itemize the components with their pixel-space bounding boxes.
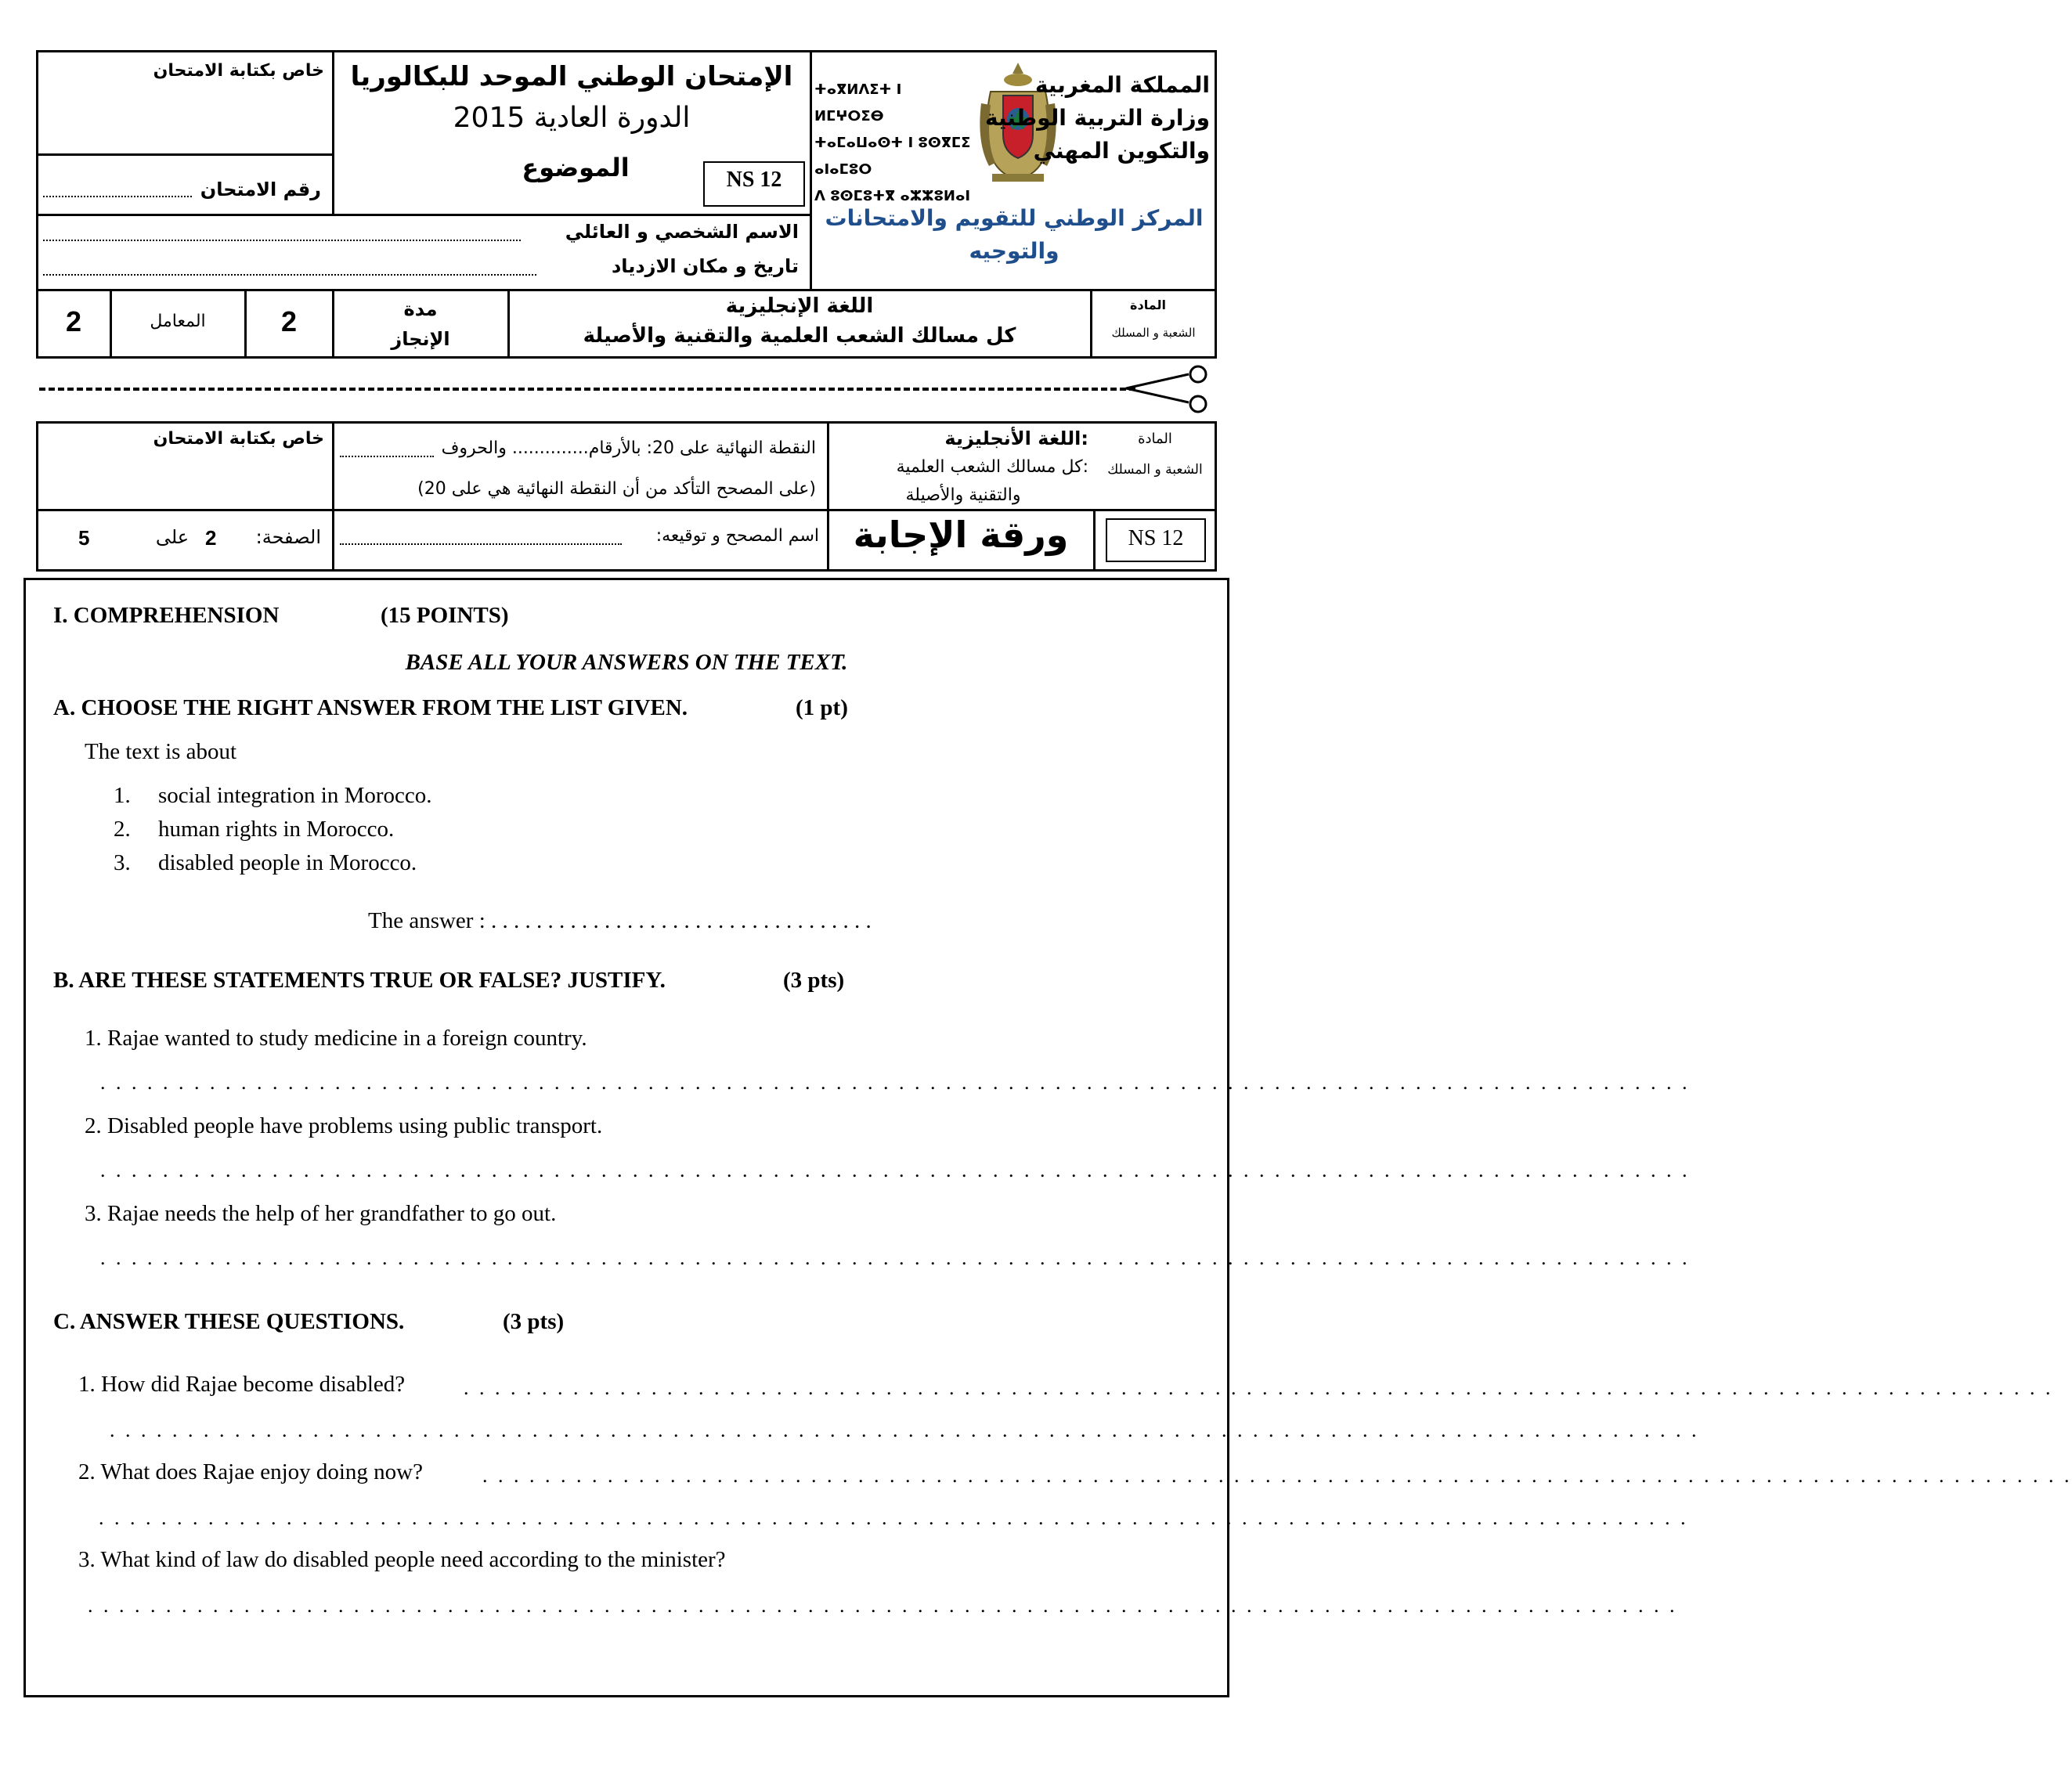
question-1: 1. How did Rajae become disabled?	[78, 1372, 406, 1397]
partB-title: B. ARE THESE STATEMENTS TRUE OR FALSE? JUSTIFY.	[53, 968, 666, 993]
kingdom-ar: المملكة المغربية وزارة التربية الوطنية والتكوين المهني	[984, 72, 1210, 164]
coefficient-value: 2	[65, 305, 82, 337]
answer-line-2a[interactable]: . . . . . . . . . . . . . . . . . . . . . . . . . . . . . . . . . . . . . . . . . . . . . . . . . . . . . . . . . . . . . . . . . . . . . . . . . . . . . . . . . . . . . . . . . . . . . . . . . . . . . .	[482, 1464, 2072, 1487]
kingdom-tifinagh: ⵜⴰⴳⵍⴷⵉⵜ ⵏ ⵍⵎⵖⵔⵉⴱ ⵜⴰⵎⴰⵡⴰⵙⵜ ⵏ ⵓⵙⴳⵎⵉ ⴰⵏⴰⵎⵓⵔ ⴷ ⵓⵙⵎⵓⵜⴳ ⴰⵣⵣⵓⵍⴰⵏ	[814, 81, 971, 204]
header-divider	[36, 214, 811, 216]
page-current: 2	[205, 526, 217, 550]
justify-line-1[interactable]: . . . . . . . . . . . . . . . . . . . . . . . . . . . . . . . . . . . . . . . . . . . . . . . . . . . . . . . . . . . . . . . . . . . . . . . . . . . . . . . . . . . . . . . . . . . . . . . . . . . . . .	[100, 1071, 1690, 1094]
row-divider	[1090, 291, 1092, 359]
reserved-label: خاص بكتابة الامتحان	[153, 61, 324, 81]
partC-title: C. ANSWER THESE QUESTIONS.	[53, 1309, 405, 1334]
partA-prompt: The text is about	[85, 739, 237, 764]
subject-label-2: المادة	[1138, 431, 1172, 447]
statement-2: 2. Disabled people have problems using public transport.	[85, 1113, 603, 1138]
page-of: على	[155, 526, 190, 548]
answer-line-2b[interactable]: . . . . . . . . . . . . . . . . . . . . . . . . . . . . . . . . . . . . . . . . . . . . . . . . . . . . . . . . . . . . . . . . . . . . . . . . . . . . . . . . . . . . . . . . . . . . . . . . . . . . . .	[99, 1506, 1688, 1529]
justify-line-2[interactable]: . . . . . . . . . . . . . . . . . . . . . . . . . . . . . . . . . . . . . . . . . . . . . . . . . . . . . . . . . . . . . . . . . . . . . . . . . . . . . . . . . . . . . . . . . . . . . . . . . . . . . .	[100, 1159, 1690, 1181]
session: الدورة العادية 2015	[453, 102, 691, 134]
name-field[interactable]	[43, 240, 521, 241]
partA-points: (1 pt)	[796, 695, 848, 720]
partC-points: (3 pts)	[503, 1309, 565, 1334]
option-text: social integration in Morocco.	[158, 783, 432, 808]
answer-divider	[1093, 510, 1096, 572]
exam-number-label: رقم الامتحان	[200, 179, 321, 200]
instruction: BASE ALL YOUR ANSWERS ON THE TEXT.	[405, 650, 848, 675]
subject-label: المادة	[1130, 298, 1166, 312]
header-divider	[36, 153, 334, 156]
duration-value: 2	[280, 305, 298, 337]
center-name: المركز الوطني للتقويم والامتحانات والتوجيه	[825, 205, 1204, 264]
partA-title: A. CHOOSE THE RIGHT ANSWER FROM THE LIST GIVEN.	[53, 695, 688, 720]
stream-label: الشعبة و المسلك	[1111, 326, 1196, 340]
answer-divider	[332, 421, 334, 572]
option-num: 3.	[114, 850, 131, 875]
streams: كل مسالك الشعب العلمية والتقنية والأصيلة	[583, 324, 1016, 348]
stream-value-2: :كل مسالك الشعب العلمية	[896, 457, 1088, 477]
code-text: NS 12	[726, 168, 782, 192]
cut-line	[39, 388, 1135, 391]
page-label: الصفحة:	[255, 526, 321, 548]
answer-sheet-title: ورقة الإجابة	[853, 514, 1069, 556]
option-text: human rights in Morocco.	[158, 817, 395, 842]
birth-label: تاريخ و مكان الازدياد	[611, 255, 799, 277]
name-label: الاسم الشخصي و العائلي	[565, 221, 799, 243]
answer-line-1a[interactable]: . . . . . . . . . . . . . . . . . . . . . . . . . . . . . . . . . . . . . . . . . . . . . . . . . . . . . . . . . . . . . . . . . . . . . . . . . . . . . . . . . . . . . . . . . . . . . . . . . . . . . .	[464, 1376, 2053, 1399]
question-2: 2. What does Rajae enjoy doing now?	[78, 1459, 423, 1484]
duration-label: مدة الإنجاز	[391, 298, 450, 350]
birth-field[interactable]	[43, 274, 536, 276]
stream-label-2: الشعبة و المسلك	[1107, 462, 1203, 478]
grade-note: (على المصحح التأكد من أن النقطة النهائية هي على 20)	[417, 479, 816, 499]
subject-word: الموضوع	[522, 153, 630, 182]
statement-3: 3. Rajae needs the help of her grandfather to go out.	[85, 1201, 557, 1226]
section-points: (15 POINTS)	[381, 603, 509, 628]
exam-title: الإمتحان الوطني الموحد للبكالوريا	[350, 61, 793, 92]
subject-name: اللغة الإنجليزية	[725, 294, 874, 318]
section-title: I. COMPREHENSION	[53, 603, 280, 628]
answer-divider	[827, 421, 829, 572]
header-divider	[810, 50, 812, 291]
answer-reserved-label: خاص بكتابة الامتحان	[153, 429, 324, 449]
page-total: 5	[78, 526, 90, 550]
answer-line-3[interactable]: . . . . . . . . . . . . . . . . . . . . . . . . . . . . . . . . . . . . . . . . . . . . . . . . . . . . . . . . . . . . . . . . . . . . . . . . . . . . . . . . . . . . . . . . . . . . . . . . . . . . . .	[88, 1594, 1677, 1617]
option-num: 2.	[114, 817, 131, 842]
answer-line-1b[interactable]: . . . . . . . . . . . . . . . . . . . . . . . . . . . . . . . . . . . . . . . . . . . . . . . . . . . . . . . . . . . . . . . . . . . . . . . . . . . . . . . . . . . . . . . . . . . . . . . . . . . . . .	[110, 1419, 1699, 1441]
justify-line-3[interactable]: . . . . . . . . . . . . . . . . . . . . . . . . . . . . . . . . . . . . . . . . . . . . . . . . . . . . . . . . . . . . . . . . . . . . . . . . . . . . . . . . . . . . . . . . . . . . . . . . . . . . . .	[100, 1246, 1690, 1269]
option-text: disabled people in Morocco.	[158, 850, 417, 875]
answer-code-text: NS 12	[1128, 526, 1184, 550]
coefficient-label: المعامل	[150, 312, 206, 331]
header-divider	[332, 50, 334, 215]
subject-value-2: :اللغة الأنجليزية	[944, 427, 1088, 449]
exam-number-line[interactable]	[43, 196, 192, 197]
statement-1: 1. Rajae wanted to study medicine in a foreign country.	[85, 1026, 587, 1051]
final-grade: النقطة النهائية على 20: بالأرقام.............. والحروف	[441, 438, 816, 458]
scissors-icon	[1118, 366, 1215, 413]
question-3: 3. What kind of law do disabled people need according to the minister?	[78, 1547, 726, 1572]
partB-points: (3 pts)	[783, 968, 845, 993]
option-num: 1.	[114, 783, 131, 808]
corrector-label: اسم المصحح و توقيعه:	[655, 526, 819, 546]
stream-value-2b: والتقنية والأصيلة	[905, 485, 1021, 505]
final-grade-field[interactable]	[340, 456, 434, 457]
answer-divider	[36, 509, 1217, 511]
answer-line[interactable]: The answer : . . . . . . . . . . . . . . . . . . . . . . . . . . . . . . . . . .	[368, 908, 872, 933]
corrector-field[interactable]	[340, 543, 622, 545]
